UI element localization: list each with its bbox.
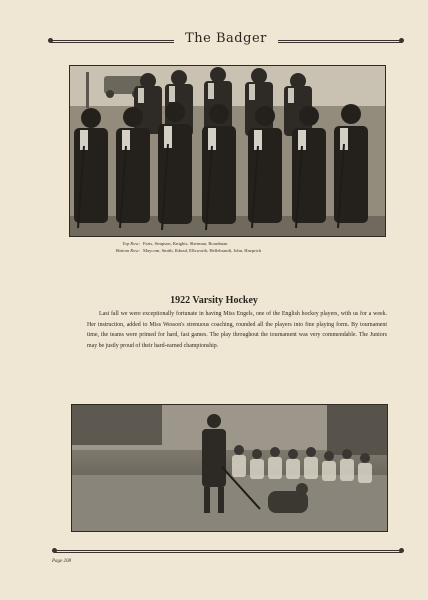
hockey-game-photo — [71, 404, 388, 532]
team-photo-image — [70, 66, 385, 236]
page-number: Page 208 — [52, 559, 72, 564]
photo-caption — [110, 240, 340, 254]
article-title: 1922 Varsity Hockey — [170, 295, 258, 306]
caption-bottom-names: Maycom, Smith, Ibbrad, Ellsworth, Hellebrandt, John, Haeprich — [143, 248, 262, 253]
page-header — [50, 31, 402, 49]
caption-top-row — [110, 240, 340, 247]
caption-top-names: Faris, Simpson, Knights, Sherman, Boardman — [143, 241, 228, 246]
header-rule-right — [278, 40, 402, 43]
caption-bottom-label: Bottom Row: — [115, 248, 140, 253]
caption-bottom-row — [110, 247, 340, 254]
caption-top-label: Top Row: — [122, 241, 140, 246]
page-header-title: The Badger — [185, 31, 267, 46]
hockey-game-photo-image — [72, 405, 387, 531]
header-rule-left — [50, 40, 174, 43]
footer-rule — [54, 550, 402, 553]
team-photo — [69, 65, 386, 237]
article-body: Last fall we were exceptionally fortunate in having Miss Engels, one of the English hockey players, with us for a week. Her instruction, added to Miss Wesson's strenuous coaching, rounded all the players into fine playing form. By tournament time, the teams were primed for hard, fast games. The play throughout the tournament was very commendable. The Juniors may be justly proud of their hard-earned championship. — [87, 311, 387, 349]
